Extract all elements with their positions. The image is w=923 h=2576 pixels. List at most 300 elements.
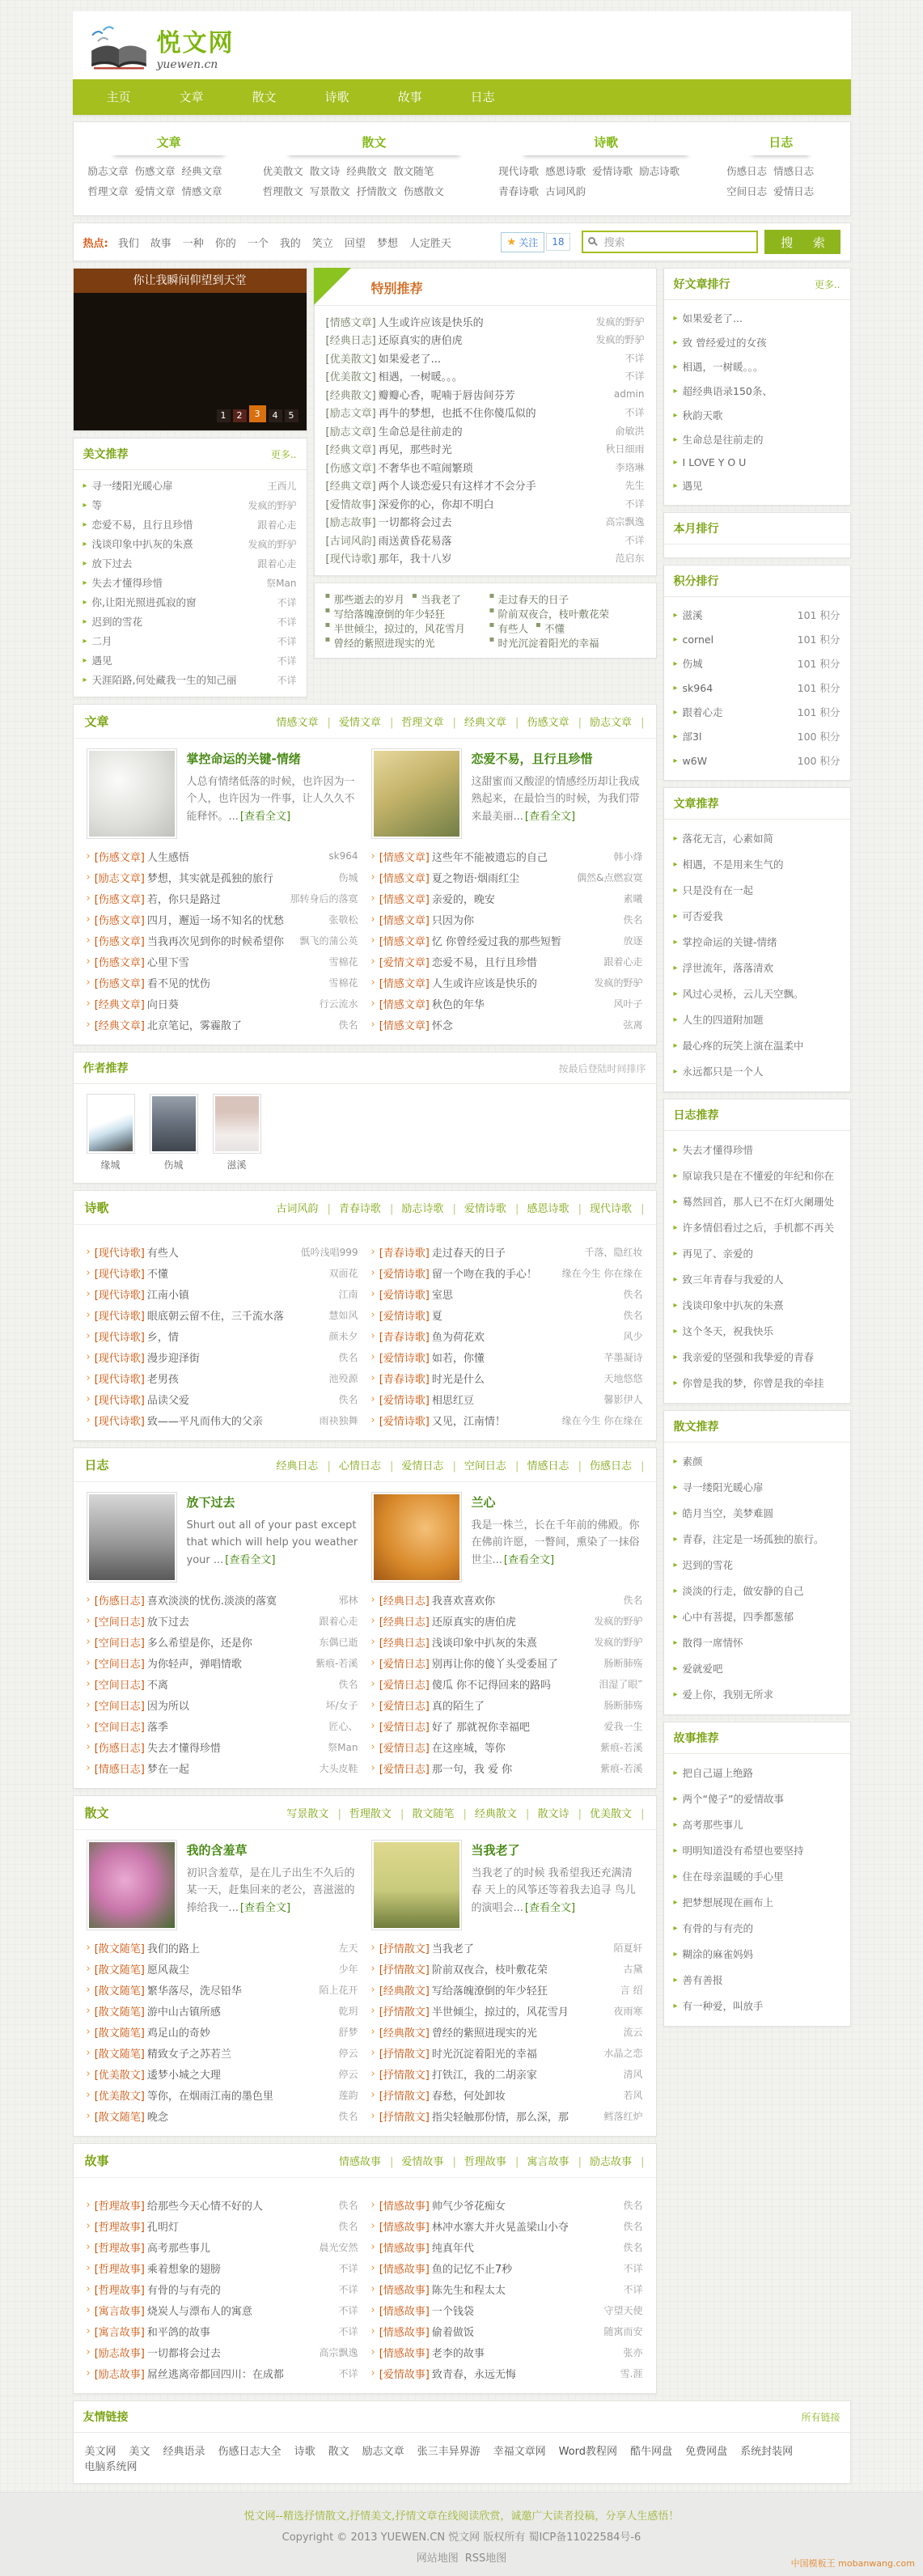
article-link[interactable]: [ › 寓言故事 ] 烧炭人与漂布人的寓意 不详 (87, 2299, 358, 2320)
category-link[interactable]: 经典散文 (346, 165, 387, 177)
article-link[interactable]: ▸ 超经典语录150条、 (674, 379, 840, 403)
article-link[interactable]: ▸ 遇见 (674, 473, 840, 498)
article-link[interactable]: [ › 青春诗歌 ] 走过春天的日子 千落，隐红妆 (371, 1241, 643, 1262)
section-tab[interactable]: 现代诗歌 | (590, 1200, 645, 1215)
article-link[interactable]: [ › 哲理故事 ] 乘着想象的翅膀 不详 (87, 2257, 358, 2278)
category-link[interactable]: 爱情诗歌 (592, 165, 633, 177)
hot-keyword[interactable]: 故事 (150, 237, 171, 250)
article-link[interactable]: [ › 情感文章 ] 秋色的年华 风叶子 (371, 993, 643, 1014)
search-input[interactable] (582, 231, 758, 253)
category-link[interactable]: 情感日志 (773, 165, 815, 177)
article-link[interactable]: [ › 优美散文 ] 逶梦小城之大理 停云 (87, 2063, 358, 2084)
article-link[interactable]: [ › 抒情散文 ] 半世倾尘，掠过的，风花雪月 夜雨寒 (371, 2000, 643, 2021)
friend-link[interactable]: 幸福文章网 (493, 2446, 546, 2458)
article-link[interactable]: ▸ 明明知道没有希望也要坚持 (674, 1837, 840, 1863)
article-link[interactable]: ▸ 寻一缕阳光暖心扉 王西儿 (83, 476, 297, 495)
article-link[interactable]: [ › 空间日志 ] 不离 佚名 (87, 1673, 358, 1694)
category-link[interactable]: 伤感日志 (726, 165, 768, 177)
nav-item[interactable]: 文章 (179, 90, 204, 104)
article-link[interactable]: [ 经典文章 ] 再见，那些时光 秋日细雨 (326, 440, 645, 459)
section-tab[interactable]: 励志故事 | (590, 2153, 645, 2168)
article-link[interactable]: [ 励志文章 ] 生命总是往前走的 俞敏洪 (326, 422, 645, 440)
friend-link[interactable]: 美文网 (84, 2446, 116, 2458)
article-link[interactable]: [ › 散文随笔 ] 游中山古镇所感 乾玥 (87, 2000, 358, 2021)
article-link[interactable]: ▸ 失去才懂得珍惜 祭Man (83, 573, 297, 592)
read-all-link[interactable]: [查看全文] (239, 1901, 291, 1914)
friend-link[interactable]: Word教程网 (558, 2446, 618, 2458)
article-link[interactable]: [ › 青春诗歌 ] 时光是什么 天地悠悠 (371, 1367, 643, 1388)
footer-link[interactable]: RSS地图 (464, 2553, 507, 2565)
friend-link[interactable]: 经典语录 (163, 2446, 205, 2458)
slideshow-page-button[interactable]: 1 (217, 409, 231, 422)
article-link[interactable]: [ › 经典散文 ] 写给落魄潦倒的年少轻狂 言 绍 (371, 1979, 643, 2000)
article-link[interactable]: [ › 散文随笔 ] 晚念 佚名 (87, 2105, 358, 2126)
user-score: 101 积分 (797, 706, 840, 718)
article-link[interactable]: [ › 抒情散文 ] 阶前双夜合，枝叶敷花荣 古黛 (371, 1958, 643, 1979)
article-link[interactable]: ▸ 善有善报 (674, 1967, 840, 1993)
article-link[interactable]: ▪ 当我老了 (408, 591, 464, 608)
article-link[interactable]: [ › 经典文章 ] 向日葵 行云流水 (87, 993, 358, 1014)
article-link[interactable]: ▸ 浅谈印象中扒灰的朱熹 (674, 1292, 840, 1318)
article-link[interactable]: [ 励志文章 ] 再牛的梦想，也抵不住你傻瓜似的 不详 (326, 404, 645, 422)
article-link[interactable]: ▸ 这个冬天，祝我快乐 (674, 1318, 840, 1344)
article-link[interactable]: [ › 散文随笔 ] 繁华落尽，洗尽铅华 陌上花开 (87, 1979, 358, 2000)
section-tab[interactable]: 感恩诗歌 | (527, 1200, 582, 1215)
article-link[interactable]: [ › 现代诗歌 ] 致——平凡而伟大的父亲 雨袂独舞 (87, 1409, 358, 1430)
article-link[interactable]: [ › 情感文章 ] 怀念 弦离 (371, 1014, 643, 1035)
hot-keyword[interactable]: 一个 (247, 237, 269, 250)
article-link[interactable]: [ 优美散文 ] 相遇，一树暖。。。 不详 (326, 367, 645, 386)
article-link[interactable]: [ 经典日志 ] 还原真实的唐伯虎 发疯的野驴 (326, 331, 645, 350)
article-link[interactable]: ▸ 糊涂的麻雀妈妈 (674, 1941, 840, 1967)
section-tab[interactable]: 经典文章 | (464, 714, 519, 729)
hot-keyword[interactable]: 人定胜天 (409, 237, 451, 250)
user-score-row[interactable] (674, 724, 840, 748)
article-link[interactable]: [ › 爱情诗歌 ] 室思 佚名 (371, 1283, 643, 1304)
article-link[interactable]: ▸ 心中有菩提，四季都葱郁 (674, 1604, 840, 1629)
article-link[interactable]: [ › 抒情散文 ] 当我老了 陌夏轩 (371, 1937, 643, 1958)
article-link[interactable]: [ › 情感故事 ] 老李的故事 张亦 (371, 2341, 643, 2362)
friend-link[interactable]: 诗歌 (294, 2446, 315, 2458)
section-tab[interactable]: 励志文章 | (590, 714, 645, 729)
section-tab[interactable]: 情感文章 | (276, 714, 331, 729)
user-score-row[interactable] (674, 627, 840, 651)
article-link[interactable]: [ › 情感故事 ] 鱼的记忆不止7秒 不详 (371, 2257, 643, 2278)
article-link[interactable]: ▸ 散得一席情怀 (674, 1629, 840, 1655)
article-link[interactable]: [ › 空间日志 ] 落季 匠心、 (87, 1715, 358, 1736)
nav-item[interactable]: 诗歌 (324, 90, 349, 104)
hot-keyword[interactable]: 我们 (117, 237, 139, 250)
article-link[interactable]: ▸ 可否爱我 (674, 903, 840, 929)
article-link[interactable]: [ › 励志故事 ] 一切都将会过去 高宗飘逸 (87, 2341, 358, 2362)
article-link[interactable]: [ › 情感文章 ] 忆 你曾经爱过我的那些短暂 放逐 (371, 930, 643, 951)
article-link[interactable]: [ 励志故事 ] 一切都将会过去 高宗飘逸 (326, 513, 645, 532)
section-tab[interactable]: 哲理散文 | (349, 1805, 404, 1820)
section-tab[interactable]: 励志诗歌 | (401, 1200, 456, 1215)
article-link[interactable]: ▪ 半世倾尘，掠过的，风花雪月 (321, 620, 469, 638)
article-link[interactable]: [ › 优美散文 ] 等你，在烟雨江南的墨色里 莲韵 (87, 2084, 358, 2105)
article-link[interactable]: ▸ 放下过去 跟着心走 (83, 553, 297, 573)
article-link[interactable]: [ › 情感日志 ] 梦在一起 大头皮鞋 (87, 1757, 358, 1778)
section-tab[interactable]: 哲理文章 | (401, 714, 456, 729)
category-link[interactable]: 现代诗歌 (498, 165, 540, 177)
article-link[interactable]: [ › 现代诗歌 ] 不懂 双面花 (87, 1262, 358, 1283)
friend-link[interactable]: 张三丰异界游 (417, 2446, 481, 2458)
friend-link[interactable]: 系统封装网 (740, 2446, 794, 2458)
article-link[interactable]: ▸ 青春，注定是一场孤独的旅行。 (674, 1526, 840, 1552)
article-link[interactable]: ▪ 写给落魄潦倒的年少轻狂 (321, 605, 449, 623)
article-link[interactable]: ▸ 致 曾经爱过的女孩 (674, 330, 840, 354)
article-link[interactable]: [ › 爱情日志 ] 那一句，我 爱 你 紫痕-若溪 (371, 1757, 643, 1778)
article-link[interactable]: [ › 伤感文章 ] 看不见的忧伤 雪棉花 (87, 972, 358, 993)
article-link[interactable]: ▪ 时光沉淀着阳光的幸福 (485, 634, 603, 652)
article-link[interactable]: [ › 爱情诗歌 ] 夏 佚名 (371, 1304, 643, 1325)
category-link[interactable]: 古词风韵 (545, 185, 586, 197)
article-link[interactable]: ▸ 掌控命运的关键-情绪 (674, 929, 840, 955)
article-link[interactable]: [ › 情感故事 ] 纯真年代 佚名 (371, 2236, 643, 2257)
section-tab[interactable]: 爱情文章 | (339, 714, 394, 729)
article-link[interactable]: [ › 现代诗歌 ] 品读父爱 佚名 (87, 1388, 358, 1409)
article-link[interactable]: [ › 爱情日志 ] 傻瓜 你不记得回来的路吗 泪湿了眼‴ (371, 1673, 643, 1694)
featured-article[interactable]: 掌控命运的关键-情绪 人总有情绪低落的时候，也许因为一个人，也许因为一件事，让人久久不能释怀。... [查看全文] (80, 748, 365, 839)
nav-item[interactable]: 散文 (252, 90, 277, 104)
section-tab[interactable]: 爱情故事 | (401, 2153, 456, 2168)
article-link[interactable]: [ › 情感故事 ] 林冲水寨大并火晃盖梁山小夺 佚名 (371, 2215, 643, 2236)
author: 池殁源 (328, 1372, 358, 1384)
category-link[interactable]: 抒情散文 (356, 185, 397, 197)
article-link[interactable]: [ 伤感文章 ] 不奢华也不喧闹繁琐 李珞琳 (326, 458, 645, 477)
section-tab[interactable]: 伤感文章 | (527, 714, 582, 729)
user-score-row[interactable] (674, 748, 840, 773)
article-link[interactable]: [ › 情感文章 ] 夏之物语·烟雨红尘 偶然&点燃寂寞 (371, 866, 643, 888)
hot-keyword[interactable]: 你的 (214, 237, 236, 250)
article-link[interactable]: ▸ I LOVE Y O U (674, 451, 840, 473)
author: 佚名 (623, 2199, 643, 2211)
article-link[interactable]: ▸ 生命总是往前走的 (674, 427, 840, 451)
section-tab[interactable]: 心情日志 | (339, 1457, 394, 1472)
article-link[interactable]: ▸ 迟到的雪花 不详 (83, 612, 297, 631)
nav-item[interactable]: 故事 (397, 90, 422, 104)
article-link[interactable]: [ 爱情故事 ] 深爱你的心，你却不明白 不详 (326, 494, 645, 513)
article-link[interactable]: [ › 经典文章 ] 北京笔记，雾霾散了 佚名 (87, 1014, 358, 1035)
category-link[interactable]: 伤感散文 (403, 185, 444, 197)
article-link[interactable]: ▪ 有些人 (485, 620, 532, 638)
hot-keyword[interactable]: 笑立 (311, 237, 333, 250)
more-link[interactable]: 更多.. (270, 448, 297, 460)
article-link[interactable]: [ › 爱情诗歌 ] 又见，江南情！ 缘在今生 你在缘在 (371, 1409, 643, 1430)
nav-item[interactable]: 主页 (106, 90, 131, 104)
article-link[interactable]: [ › 哲理故事 ] 高考那些事儿 晨光安然 (87, 2236, 358, 2257)
section-tab[interactable]: 经典日志 | (276, 1457, 331, 1472)
article-link[interactable]: [ › 情感文章 ] 人生或许应该是快乐的 发疯的野驴 (371, 972, 643, 993)
category-link[interactable]: 优美散文 (262, 165, 303, 177)
section-tab[interactable]: 寓言故事 | (527, 2153, 582, 2168)
article-link[interactable]: [ › 情感文章 ] 只因为你 佚名 (371, 909, 643, 930)
article-link[interactable]: ▸ 两个“傻子”的爱情故事 (674, 1786, 840, 1811)
article-link[interactable]: ▸ 天涯陌路,何处藏我一生的知己丽 不详 (83, 670, 297, 689)
article-link[interactable]: ▸ 失去才懂得珍惜 (674, 1137, 840, 1163)
article-link[interactable]: [ › 现代诗歌 ] 老男孩 池殁源 (87, 1367, 358, 1388)
section-tab[interactable]: 散文诗 | (537, 1805, 582, 1820)
article-link[interactable]: [ › 伤感文章 ] 当我再次见到你的时候希望你 飘飞的蒲公英 (87, 930, 358, 951)
article-link[interactable]: [ › 爱情诗歌 ] 如若，你懂 芊墨凝诗 (371, 1346, 643, 1367)
article-link[interactable]: [ 情感文章 ] 人生或许应该是快乐的 发疯的野驴 (326, 312, 645, 331)
user-score-row[interactable] (674, 651, 840, 676)
user-score-row[interactable] (674, 603, 840, 627)
article-link[interactable]: [ › 青春诗歌 ] 鱼为荷花欢 风少 (371, 1325, 643, 1346)
article-link[interactable]: ▸ 素颜 (674, 1448, 840, 1474)
follow-button[interactable] (501, 232, 545, 252)
read-all-link[interactable]: [查看全文] (225, 1553, 276, 1566)
footer-link[interactable]: 网站地图 (416, 2553, 459, 2565)
article-link[interactable]: ▸ 你曾是我的梦，你曾是我的牵挂 (674, 1370, 840, 1396)
article-link[interactable]: ▪ 那些逝去的岁月 (321, 591, 409, 608)
article-link[interactable]: [ › 现代诗歌 ] 漫步迎泽街 佚名 (87, 1346, 358, 1367)
section-tab[interactable]: 情感故事 | (339, 2153, 394, 2168)
article-link[interactable]: [ › 现代诗歌 ] 眼底朝云留不住，三千流水落 慧如风 (87, 1304, 358, 1325)
user-score-row[interactable] (674, 700, 840, 724)
article-link[interactable]: [ 经典文章 ] 两个人谈恋爱只有这样才不会分手 先生 (326, 477, 645, 495)
article-link[interactable]: [ › 抒情散文 ] 指尖轻触那份情，那么深，那 鳕落红炉 (371, 2105, 643, 2126)
article-link[interactable]: [ › 抒情散文 ] 春愁，何处卸妆 若风 (371, 2084, 643, 2105)
article-link[interactable]: ▸ 如果爱老了... (674, 306, 840, 330)
featured-article[interactable]: 恋爱不易，且行且珍惜 这甜蜜而又酸涩的情感经历却让我成熟起来，在最恰当的时候，为我们带来最美丽... [查看全文] (365, 748, 650, 839)
article-link[interactable]: [ 现代诗歌 ] 那年，我十八岁 范启东 (326, 549, 645, 568)
article-link[interactable]: [ › 爱情文章 ] 恋爱不易，且行且珍惜 跟着心走 (371, 951, 643, 972)
article-link[interactable]: ▸ 再见了、亲爱的 (674, 1240, 840, 1266)
section-tab[interactable]: 写景散文 | (286, 1805, 341, 1820)
category-link[interactable]: 散文诗 (309, 165, 341, 177)
section-tab[interactable]: 空间日志 | (464, 1457, 519, 1472)
category-tag: [ › 空间日志 ] (95, 1655, 145, 1671)
article-link[interactable]: [ › 爱情故事 ] 致青春，永远无悔 雪.涯 (371, 2362, 643, 2383)
article-link[interactable]: [ › 现代诗歌 ] 有些人 低吟浅唱999 (87, 1241, 358, 1262)
article-link[interactable]: ▸ 蓦然回首，那人已不在灯火阑珊处 (674, 1188, 840, 1214)
friend-link[interactable]: 励志文章 (362, 2446, 404, 2458)
author: 乾玥 (338, 2005, 358, 2017)
friend-link[interactable]: 散文 (328, 2446, 349, 2458)
article-link[interactable]: ▸ 浅谈印象中扒灰的朱熹 发疯的野驴 (83, 534, 297, 553)
article-link[interactable]: [ › 爱情诗歌 ] 相思红豆 馨影伊人 (371, 1388, 643, 1409)
article-link[interactable]: [ › 情感故事 ] 偷着做饭 随寓而安 (371, 2320, 643, 2341)
article-link[interactable]: ▸ 爱就爱吧 (674, 1655, 840, 1681)
all-links[interactable]: 所有链接 (801, 2411, 840, 2423)
section-tab[interactable]: 伤感日志 | (590, 1457, 645, 1472)
article-link[interactable]: ▸ 最心疼的玩笑上演在温柔中 (674, 1032, 840, 1058)
article-link[interactable]: [ › 空间日志 ] 因为所以 坏/女子 (87, 1694, 358, 1715)
article-link[interactable]: [ 古词风韵 ] 雨送黄昏花易落 不详 (326, 531, 645, 549)
article-link[interactable]: [ › 情感文章 ] 亲爱的，晚安 素曦 (371, 888, 643, 909)
article-link[interactable]: [ › 情感故事 ] 一个钱袋 守望天使 (371, 2299, 643, 2320)
author: 不详 (625, 498, 645, 510)
category-link[interactable]: 青春诗歌 (498, 185, 540, 197)
article-link[interactable]: ▸ 你,让阳光照进孤寂的窗 不详 (83, 592, 297, 612)
slideshow-page-button[interactable]: 3 (249, 405, 266, 422)
article-link[interactable]: ▸ 遇见 不详 (83, 650, 297, 670)
article-link[interactable]: [ › 空间日志 ] 放下过去 跟着心走 (87, 1610, 358, 1631)
article-link[interactable]: [ › 抒情散文 ] 打铁江，我的二胡亲家 清风 (371, 2063, 643, 2084)
article-link[interactable]: ▸ 寻一缕阳光暖心扉 (674, 1474, 840, 1500)
category-link[interactable]: 情感文章 (181, 185, 222, 197)
author-profile[interactable] (150, 1094, 198, 1171)
article-link[interactable]: [ › 伤感文章 ] 人生感悟 sk964 (87, 845, 358, 866)
article-link[interactable]: ▸ 秋韵天歌 (674, 403, 840, 427)
article-link[interactable]: ▸ 住在母亲温暖的手心里 (674, 1863, 840, 1889)
article-link[interactable]: ▸ 把梦想展现在画布上 (674, 1889, 840, 1915)
category-link[interactable]: 散文随笔 (393, 165, 434, 177)
section-tab[interactable]: 情感日志 | (527, 1457, 582, 1472)
section-tab[interactable]: 散文随笔 | (412, 1805, 467, 1820)
article-link[interactable]: ▸ 永远都只是一个人 (674, 1058, 840, 1084)
section-tab[interactable]: 爱情日志 | (401, 1457, 456, 1472)
article-link[interactable]: [ › 励志故事 ] 屌丝逃离帝都回四川：在成都 不详 (87, 2362, 358, 2383)
article-link[interactable]: [ › 伤感文章 ] 四月，邂逅一场不知名的忧愁 张敬松 (87, 909, 358, 930)
article-link[interactable]: [ › 爱情日志 ] 在这座城，等你 紫痕-若溪 (371, 1736, 643, 1757)
category-link[interactable]: 爱情文章 (134, 185, 176, 197)
article-link[interactable]: [ 优美散文 ] 如果爱老了... 不详 (326, 349, 645, 367)
article-link[interactable]: [ › 空间日志 ] 多么希望是你，还是你 东偶已逝 (87, 1631, 358, 1652)
article-link[interactable]: [ › 现代诗歌 ] 江南小镇 江南 (87, 1283, 358, 1304)
article-link[interactable]: [ › 哲理故事 ] 孔明灯 佚名 (87, 2215, 358, 2236)
article-link[interactable]: ▸ 等 发疯的野驴 (83, 495, 297, 515)
article-link[interactable]: [ › 空间日志 ] 为你轻声，弹唱情歌 紫痕-若溪 (87, 1652, 358, 1673)
friend-link[interactable]: 美文 (129, 2446, 150, 2458)
article-link[interactable]: ▸ 我亲爱的坚强和我挚爱的青春 (674, 1344, 840, 1370)
article-link[interactable]: [ › 散文随笔 ] 鸡足山的奇妙 舒梦 (87, 2021, 358, 2042)
category-link[interactable]: 爱情日志 (773, 185, 815, 197)
slideshow[interactable] (73, 268, 307, 431)
section-tab[interactable]: 优美散文 | (590, 1805, 645, 1820)
nav-item[interactable]: 日志 (470, 90, 495, 104)
article-link[interactable]: ▪ 曾经的紫照进现实的光 (321, 634, 438, 652)
article-link[interactable]: ▸ 迟到的雪花 (674, 1552, 840, 1578)
article-link[interactable]: ▪ 走过春天的日子 (485, 591, 573, 608)
category-link[interactable]: 伤感文章 (134, 165, 176, 177)
hot-keyword[interactable]: 我的 (279, 237, 301, 250)
friend-link[interactable]: 酷牛网盘 (630, 2446, 673, 2458)
article-link[interactable]: [ › 爱情诗歌 ] 留一个吻在我的手心！ 缘在今生 你在缘在 (371, 1262, 643, 1283)
article-link[interactable]: [ › 伤感文章 ] 心里下雪 雪棉花 (87, 951, 358, 972)
category-link[interactable]: 感恩诗歌 (545, 165, 586, 177)
article-link[interactable]: ▸ 皓月当空，美梦难圆 (674, 1500, 840, 1526)
friend-link[interactable]: 伤感日志大全 (218, 2446, 282, 2458)
hot-keyword[interactable]: 回望 (344, 237, 366, 250)
article-link[interactable]: [ › 经典日志 ] 我喜欢喜欢你 佚名 (371, 1589, 643, 1610)
section-tab[interactable]: 青春诗歌 | (339, 1200, 394, 1215)
section-tab[interactable]: 古词风韵 | (276, 1200, 331, 1215)
slideshow-page-button[interactable]: 5 (285, 409, 298, 422)
article-link[interactable]: [ › 爱情日志 ] 真的陌生了 肠断肺殇 (371, 1694, 643, 1715)
article-link[interactable]: ▸ 许多情侣看过之后，手机都不再关 (674, 1214, 840, 1240)
featured-article[interactable]: 当我老了 当我老了的时候 我希望我还充满清春 天上的风筝还等着我去追寻 鸟儿的演唱会... [查看全文] (365, 1840, 650, 1930)
article-link[interactable]: [ › 经典日志 ] 浅谈印象中扒灰的朱熹 发疯的野驴 (371, 1631, 643, 1652)
featured-article[interactable]: 放下过去 Shurt out all of your past except that which will help you weather your ... [查看全文] (80, 1492, 365, 1582)
article-link[interactable]: [ › 伤感文章 ] 若，你只是路过 那转身后的落寞 (87, 888, 358, 909)
read-all-link[interactable]: [查看全文] (524, 1901, 576, 1914)
article-link[interactable]: ▸ 相遇，不是用来生气的 (674, 851, 840, 877)
article-link[interactable]: ▸ 人生的四道附加题 (674, 1006, 840, 1032)
article-link[interactable]: ▸ 有一种爱，叫放手 (674, 1993, 840, 2019)
article-link[interactable]: [ › 寓言故事 ] 和平鸽的故事 不详 (87, 2320, 358, 2341)
article-link[interactable]: [ › 抒情散文 ] 时光沉淀着阳光的幸福 水晶之恋 (371, 2042, 643, 2063)
article-link[interactable]: [ › 爱情日志 ] 好了 那就祝你幸福吧 爱我一生 (371, 1715, 643, 1736)
article-link[interactable]: ▸ 只是没有在一起 (674, 877, 840, 903)
article-link[interactable]: [ › 爱情日志 ] 别再让你的傻丫头受委屈了 肠断肺殇 (371, 1652, 643, 1673)
section-tab[interactable]: 经典散文 | (475, 1805, 530, 1820)
article-link[interactable]: ▸ 二月 不详 (83, 631, 297, 650)
article-link[interactable]: [ › 经典散文 ] 曾经的紫照进现实的光 流云 (371, 2021, 643, 2042)
article-link[interactable]: ▸ 有骨的与有壳的 (674, 1915, 840, 1941)
featured-article[interactable]: 兰心 我是一株兰，长在千年前的佛殿。你在佛前许愿，一瞥间，熏染了一抹俗世尘... [查看全文] (365, 1492, 650, 1582)
article-link[interactable]: ▸ 浮世流年，落落清欢 (674, 955, 840, 981)
article-link[interactable]: ▪ 阶前双夜合，枝叶敷花荣 (485, 605, 613, 623)
article-link[interactable]: [ › 伤感日志 ] 喜欢淡淡的忧伤.淡淡的落寞 邪林 (87, 1589, 358, 1610)
slideshow-page-button[interactable]: 2 (233, 409, 247, 422)
article-link[interactable]: [ › 散文随笔 ] 愿风裁尘 少年 (87, 1958, 358, 1979)
article-link[interactable]: ▸ 淡淡的行走，做安静的自己 (674, 1578, 840, 1604)
category-link[interactable]: 写景散文 (309, 185, 350, 197)
slideshow-page-button[interactable]: 4 (269, 409, 282, 422)
category-link[interactable]: 哲理散文 (262, 185, 303, 197)
category-link[interactable]: 哲理文章 (87, 185, 129, 197)
article-link[interactable]: [ 经典散文 ] 瓣瓣心香，呢喃于唇齿间芬芳 admin (326, 385, 645, 404)
section-tab[interactable]: 爱情诗歌 | (464, 1200, 519, 1215)
category-tag: [ › 寓言故事 ] (95, 2324, 145, 2339)
read-all-link[interactable]: [查看全文] (239, 810, 291, 823)
article-link[interactable]: [ › 现代诗歌 ] 乡，情 颜未夕 (87, 1325, 358, 1346)
author-profile[interactable] (87, 1094, 135, 1171)
article-link[interactable]: ▸ 落花无言，心素如简 (674, 825, 840, 851)
hot-keyword[interactable]: 梦想 (376, 237, 398, 250)
friend-link[interactable]: 电脑系统网 (84, 2461, 138, 2473)
article-link[interactable]: [ › 情感文章 ] 这些年不能被遗忘的自己 韩小烽 (371, 845, 643, 866)
hot-keyword[interactable]: 一种 (182, 237, 204, 250)
article-link[interactable]: [ › 情感故事 ] 帅气少爷花痴女 佚名 (371, 2194, 643, 2215)
category-link[interactable]: 励志诗歌 (639, 165, 680, 177)
article-link[interactable]: [ › 经典日志 ] 还原真实的唐伯虎 发疯的野驴 (371, 1610, 643, 1631)
section-tab[interactable]: 哲理故事 | (464, 2153, 519, 2168)
article-link[interactable]: [ › 励志文章 ] 梦想，其实就是孤独的旅行 伤城 (87, 866, 358, 888)
article-link[interactable]: ▪ 不懂 (531, 620, 568, 638)
author-profile[interactable] (213, 1094, 261, 1171)
category-link[interactable]: 励志文章 (87, 165, 129, 177)
category-link[interactable]: 经典文章 (181, 165, 222, 177)
article-link[interactable]: [ › 哲理故事 ] 有骨的与有壳的 不详 (87, 2278, 358, 2299)
article-link[interactable]: ▸ 致三年青春与我爱的人 (674, 1266, 840, 1292)
category-link[interactable]: 空间日志 (726, 185, 768, 197)
article-link[interactable]: ▸ 风过心灵桥，云儿天空飘。 (674, 981, 840, 1006)
user-score-row[interactable] (674, 676, 840, 700)
article-link[interactable]: ▸ 爱上你，我别无所求 (674, 1681, 840, 1707)
article-link[interactable]: [ › 散文随笔 ] 我们的路上 左天 (87, 1937, 358, 1958)
read-all-link[interactable]: [查看全文] (524, 810, 576, 823)
article-link[interactable]: ▸ 把自己逼上绝路 (674, 1760, 840, 1786)
article-link[interactable]: ▸ 原谅我只是在不懂爱的年纪和你在 (674, 1163, 840, 1188)
article-link[interactable]: [ › 情感故事 ] 陈先生和程太太 不详 (371, 2278, 643, 2299)
read-all-link[interactable]: [查看全文] (503, 1553, 555, 1566)
featured-article[interactable]: 我的含羞草 初识含羞草，是在儿子出生不久后的某一天，赶集回来的老公，喜滋滋的捧给我一... [查看全文] (80, 1840, 365, 1930)
article-link[interactable]: [ › 哲理故事 ] 给那些今天心情不好的人 佚名 (87, 2194, 358, 2215)
article-link[interactable]: [ › 散文随笔 ] 精致女子之苏若兰 停云 (87, 2042, 358, 2063)
article-link[interactable]: ▸ 相遇，一树暖。。。 (674, 354, 840, 379)
article-link[interactable]: [ › 伤感日志 ] 失去才懂得珍惜 祭Man (87, 1736, 358, 1757)
site-logo[interactable] (87, 24, 235, 71)
more-link[interactable]: 更多.. (814, 278, 840, 290)
article-link[interactable]: ▸ 恋爱不易，且行且珍惜 跟着心走 (83, 515, 297, 534)
article-link[interactable]: ▸ 高考那些事儿 (674, 1811, 840, 1837)
search-button[interactable]: 搜 索 (764, 230, 840, 254)
friend-link[interactable]: 免费网盘 (685, 2446, 728, 2458)
